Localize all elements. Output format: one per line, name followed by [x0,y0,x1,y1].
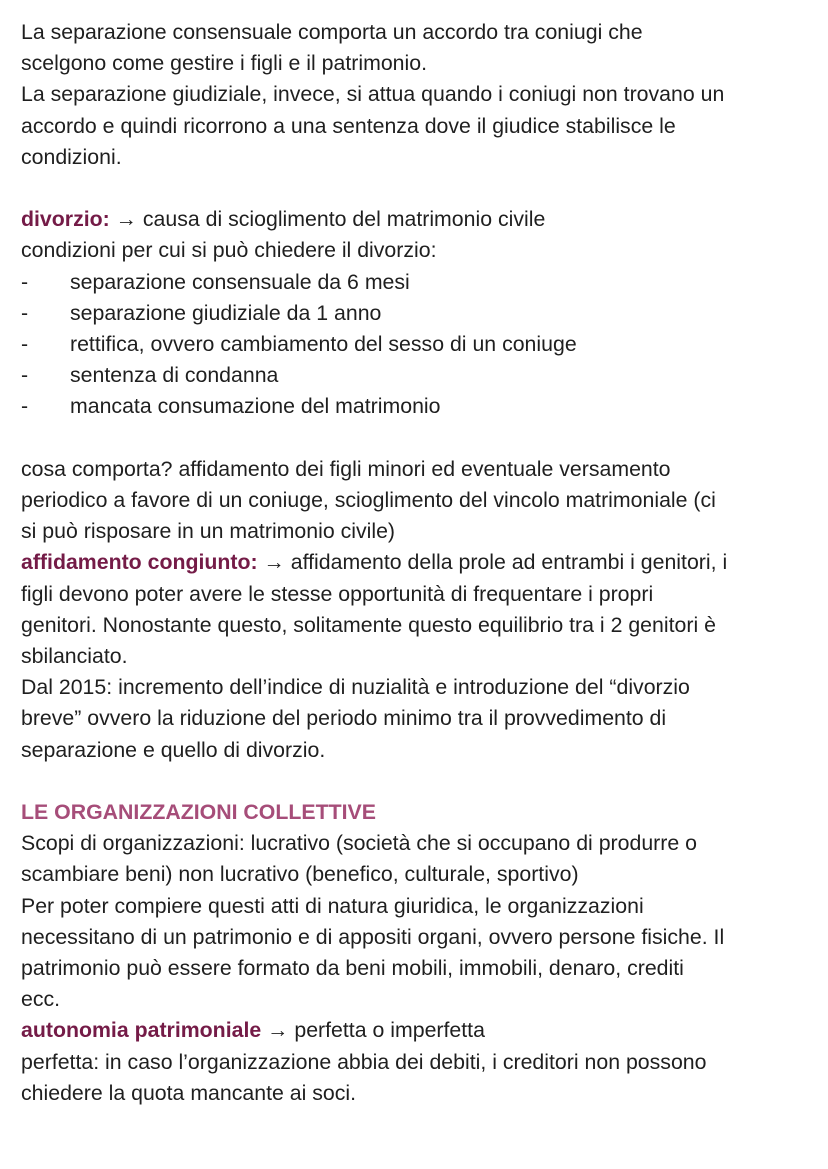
text-line: perfetta: in caso l’organizzazione abbia dei debiti, i creditori non possono [21,1049,707,1074]
divorzio-definition: → causa di scioglimento del matrimonio civile [109,207,546,232]
divorzio-definition-line [21,204,816,235]
dash-bullet: - [21,269,29,294]
list-item-text: rettifica, ovvero cambiamento del sesso di un coniuge [70,332,577,357]
affidamento-definition: → affidamento della prole ad entrambi i genitori, i [257,550,728,575]
text-line: genitori. Nonostante questo, solitamente questo equilibrio tra i 2 genitori è [21,612,716,637]
dash-bullet: - [21,300,29,325]
text-line: chiedere la quota mancante ai soci. [21,1080,357,1105]
text-line: accordo e quindi ricorrono a una sentenza dove il giudice stabilisce le [21,113,676,138]
divorzio-section [21,204,816,422]
dash-bullet: - [21,363,29,388]
organizzazioni-section [21,797,816,1015]
autonomia-definition-line [21,1015,816,1046]
autonomia-section [21,1015,816,1109]
text-line: periodico a favore di un coniuge, scioglimento del vincolo matrimoniale (ci [21,488,716,513]
text-line: Dal 2015: incremento dell’indice di nuzialità e introduzione del “divorzio [21,675,690,700]
text-line: scambiare beni) non lucrativo (benefico, culturale, sportivo) [21,862,579,887]
list-item-text: separazione giudiziale da 1 anno [70,300,382,325]
list-item [21,298,816,329]
text-line: ecc. [21,987,61,1012]
text-line: condizioni. [21,144,122,169]
conditions-list [21,267,816,423]
document-page [21,17,816,1109]
text-line: cosa comporta? affidamento dei figli minori ed eventuale versamento [21,456,671,481]
text-line: si può risposare in un matrimonio civile) [21,519,396,544]
text-line: sbilanciato. [21,644,128,669]
text-line: La separazione giudiziale, invece, si attua quando i coniugi non trovano un [21,82,725,107]
list-item-text: separazione consensuale da 6 mesi [70,269,410,294]
dash-bullet: - [21,332,29,357]
term-affidamento-congiunto: affidamento congiunto: [21,550,258,575]
spacer [21,173,816,204]
list-item-text: sentenza di condanna [70,363,279,388]
autonomia-definition: → perfetta o imperfetta [261,1018,485,1043]
list-item [21,391,816,422]
list-item-text: mancata consumazione del matrimonio [70,394,441,419]
term-autonomia-patrimoniale: autonomia patrimoniale [21,1018,262,1043]
spacer [21,766,816,797]
text-line: patrimonio può essere formato da beni mobili, immobili, denaro, crediti [21,956,684,981]
section-heading: LE ORGANIZZAZIONI COLLETTIVE [21,800,376,825]
text-line: Scopi di organizzazioni: lucrativo (società che si occupano di produrre o [21,831,697,856]
list-item [21,267,816,298]
text-line: figli devono poter avere le stesse opportunità di frequentare i propri [21,581,654,606]
conditions-intro: condizioni per cui si può chiedere il divorzio: [21,238,437,263]
affidamento-section [21,547,816,765]
consequences-paragraph [21,454,816,548]
text-line: separazione e quello di divorzio. [21,737,326,762]
text-line: Per poter compiere questi atti di natura giuridica, le organizzazioni [21,893,644,918]
list-item [21,329,816,360]
affidamento-definition-line [21,547,816,578]
text-line: breve” ovvero la riduzione del periodo minimo tra il provvedimento di [21,706,667,731]
text-line: scelgono come gestire i figli e il patrimonio. [21,51,428,76]
list-item [21,360,816,391]
spacer [21,423,816,454]
text-line: La separazione consensuale comporta un accordo tra coniugi che [21,20,643,44]
term-divorzio: divorzio: [21,207,110,232]
dash-bullet: - [21,394,29,419]
text-line: necessitano di un patrimonio e di appositi organi, ovvero persone fisiche. Il [21,924,725,949]
intro-paragraph [21,17,816,173]
